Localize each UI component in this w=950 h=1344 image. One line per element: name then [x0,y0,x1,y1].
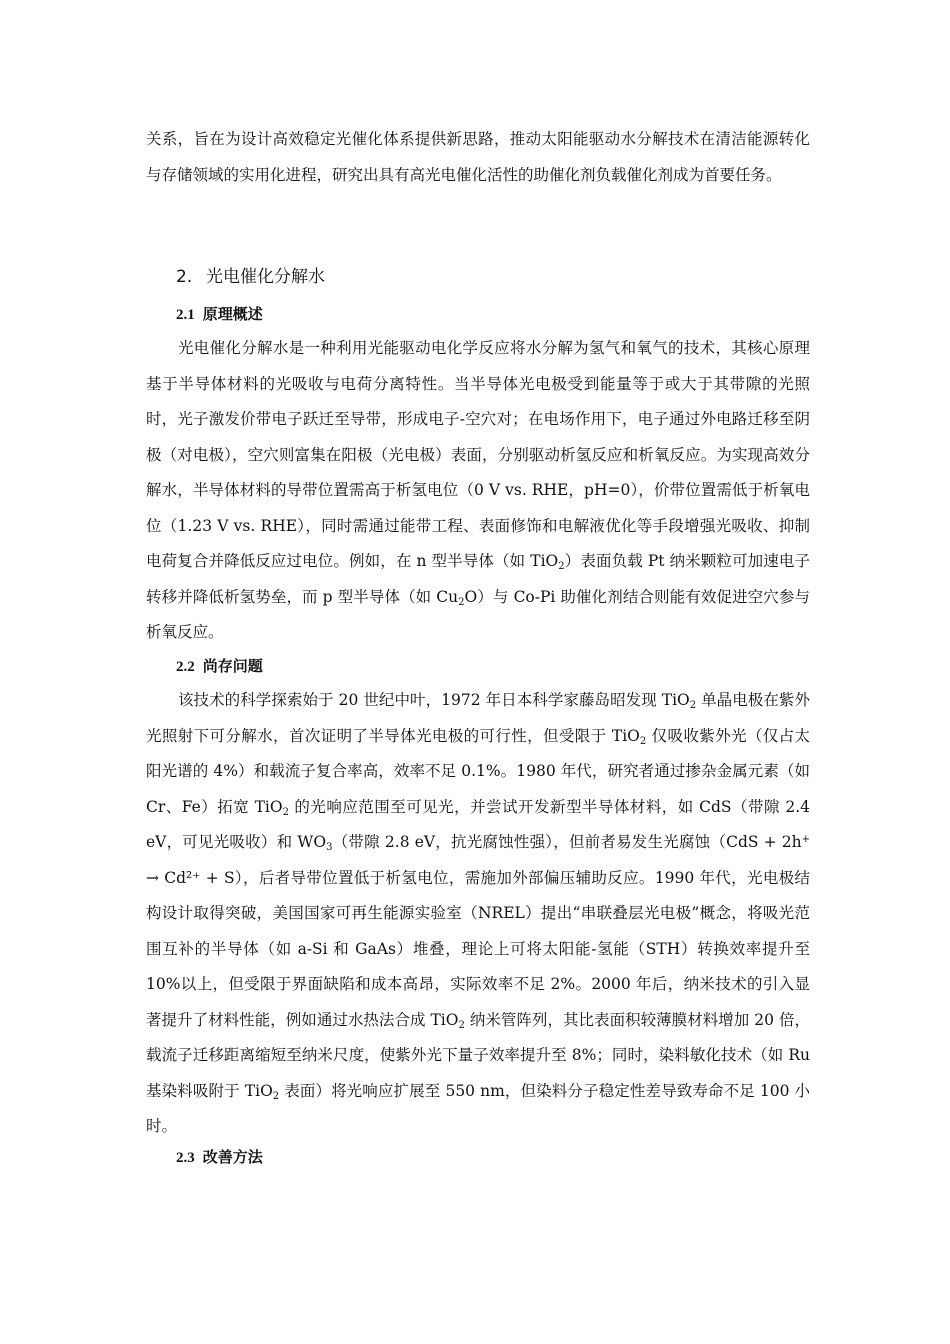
section-2-1-heading [176,303,263,324]
section-2-number: 2. [176,267,193,287]
section-2-title: 光电催化分解水 [206,267,325,287]
subscript: 2 [458,596,465,608]
problems-text-1: 该技术的科学探索始于 20 世纪中叶，1972 年日本科学家藤岛昭发现 TiO [178,691,690,709]
subscript: 2 [458,1019,465,1031]
section-2-3-title: 改善方法 [202,1150,263,1166]
intro-paragraph [146,122,810,193]
principle-text-2: ）表面负载 Pt 纳米颗粒可加速电子转移并降低析氢势垒，而 p 型半导体（如 Cu [146,552,810,606]
section-2-2-number: 2.2 [176,659,195,675]
problems-text-5: （带隙 2.8 eV，抗光腐蚀性强），但前者易发生光腐蚀（CdS + 2h [332,833,802,851]
problems-text-6: → Cd²⁺ + S），后者导带位置低于析氢电位，需施加外部偏压辅助反应。1990 年代，光电极结构设计取得突破，美国国家可再生能源实验室（NREL）提出“串联叠层光电极”概念，将吸光范围互补的半导体（如 a-Si 和 GaAs）堆叠，理论上可将太阳能-氢能（STH）转换效率提升至 10%以上，但受限于界面缺陷和成本高昂，实际效率不足 2%。2000 年后，纳米技术的引入显著提升了材料性能，例如通过水热法合成 TiO [146,868,810,1029]
section-2-1-number: 2.1 [176,307,195,323]
section-2-1-title: 原理概述 [202,307,263,323]
problems-text-4: 的光响应范围至可见光，并尝试开发新型半导体材料，如 CdS（带隙 2.4 eV，可见光吸收）和 WO [146,797,810,851]
problems-text-3: 仅吸收紫外光（仅占太阳光谱的 4%）和载流子复合率高，效率不足 0.1%。1980 年代，研究者通过掺杂金属元素（如 Cr、Fe）拓宽 TiO [146,726,810,816]
problems-text-2: 单晶电极在紫外光照射下可分解水，首次证明了半导体光电极的可行性，但受限于 TiO [146,691,810,745]
section-2-2-heading [176,655,263,676]
principle-text-3: O）与 Co-Pi 助催化剂结合则能有效促进空穴参与析氧反应。 [146,587,810,641]
problems-text-8: 表面）将光响应扩展至 550 nm，但染料分子稳定性差导致寿命不足 100 小时。 [146,1081,810,1135]
subscript: 2 [558,561,565,572]
superscript: + [801,834,810,845]
subscript: 2 [272,1090,280,1102]
principle-text-1: 光电催化分解水是一种利用光能驱动电化学反应将水分解为氢气和氧气的技术，其核心原理基于半导体材料的光吸收与电荷分离特性。当半导体光电极受到能量等于或大于其带隙的光照时，光子激发价带电子跃迁至导带，形成电子-空穴对；在电场作用下，电子通过外电路迁移至阴极（对电极），空穴则富集在阳极（光电极）表面，分别驱动析氢反应和析氧反应。为实现高效分解水，半导体材料的导带位置需高于析氢电位（0 V vs. RHE，pH=0），价带位置需低于析氧电位（1.23 V vs. RHE），同时需通过能带工程、表面修饰和电解液优化等手段增强光吸收、抑制电荷复合并降低反应过电位。例如，在 n 型半导体（如 TiO [146,339,810,570]
section-2-2-title: 尚存问题 [202,659,263,675]
subscript: 2 [689,700,697,711]
subscript: 3 [326,842,333,853]
section-2-3-heading [176,1146,263,1167]
principle-paragraph [146,331,810,651]
intro-text: 关系，旨在为设计高效稳定光催化体系提供新思路，推动太阳能驱动水分解技术在清洁能源转化与存储领域的实用化进程，研究出具有高光电催化活性的助催化剂负载催化剂成为首要任务。 [146,130,810,184]
problems-text-7: 纳米管阵列，其比表面积较薄膜材料增加 20 倍，载流子迁移距离缩短至纳米尺度，使紫外光下量子效率提升至 8%；同时，染料敏化技术（如 Ru 基染料吸附于 TiO [146,1010,810,1100]
section-2-3-number: 2.3 [176,1150,195,1166]
subscript: 2 [639,735,647,747]
section-2-heading [176,262,325,287]
subscript: 2 [282,806,289,818]
problems-paragraph [146,683,810,1145]
